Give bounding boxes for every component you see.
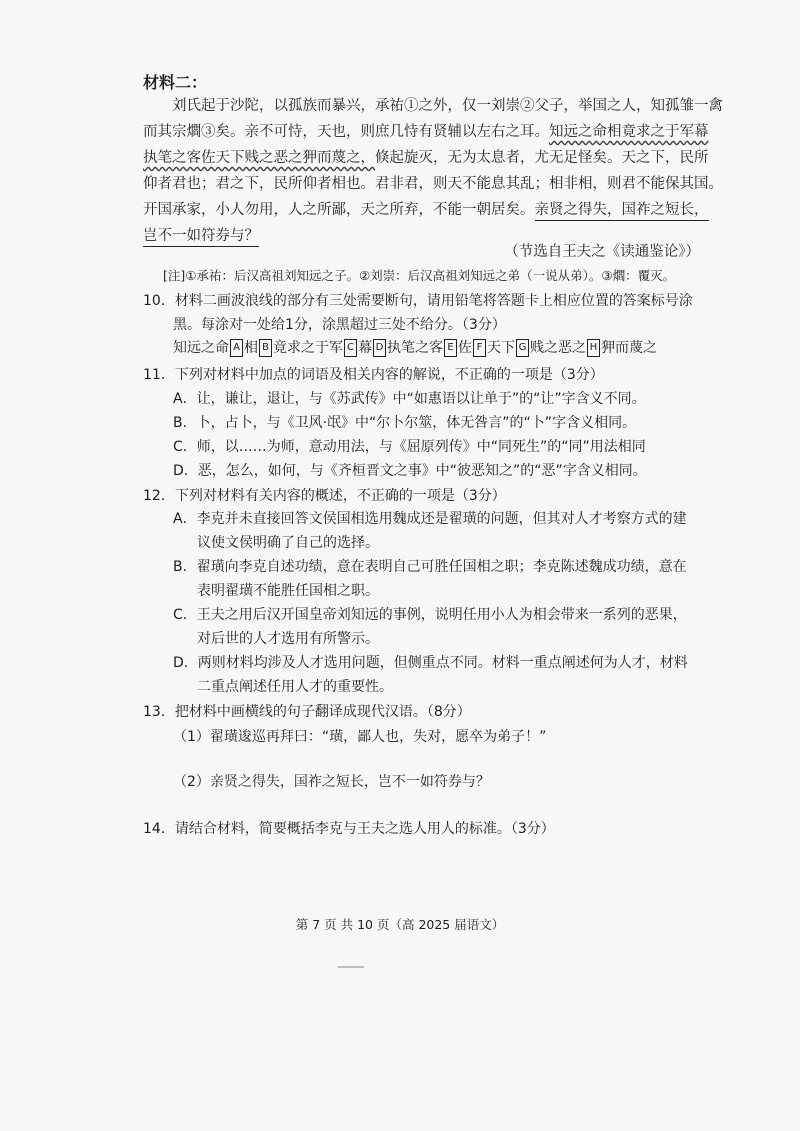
answer-mark-B[interactable]: B (259, 339, 272, 357)
source-citation: （节选自王夫之《读通鉴论》） (504, 244, 700, 260)
question-12-option-a: A．李克并未直接回答文侯国相选用魏成还是翟璜的问题，但其对人才考察方式的建 (173, 511, 687, 527)
segment: 天下 (487, 340, 515, 356)
question-13-sentence-1: （1）翟璜逡巡再拜曰：“璜，鄙人也，失对，愿卒为弟子！” (173, 729, 547, 745)
material-two-heading: 材料二： (143, 73, 208, 92)
question-12-option-c-cont: 对后世的人才选用有所警示。 (197, 631, 379, 647)
question-12-option-a-cont: 议使文侯明确了自己的选择。 (197, 535, 379, 551)
question-12-option-c: C．王夫之用后汉开国皇帝刘知远的事例，说明任用小人为相会带来一系列的恶果， (173, 607, 687, 623)
segment: 狎而蔑之 (601, 340, 657, 356)
answer-mark-F[interactable]: F (473, 339, 486, 357)
question-11-option-a: A．让，谦让，退让，与《苏武传》中“如惠语以让单于”的“让”字含义不同。 (173, 391, 646, 407)
page-footer: 第 7 页 共 10 页（高 2025 届语文） (295, 917, 505, 932)
material-line-1: 刘氏起于沙陀，以孤族而暴兴，承祐①之外，仅一刘崇②父子，举国之人，知孤雏一禽 (172, 98, 723, 114)
underlined-sentence-2: 岂不一如符券与？ (143, 228, 259, 247)
answer-mark-C[interactable]: C (344, 339, 357, 357)
segment: 幕 (358, 340, 372, 356)
segment: 贱之恶之 (530, 340, 586, 356)
segment: 竟求之于军 (273, 340, 343, 356)
answer-mark-D[interactable]: D (373, 339, 386, 357)
punctuation-line (173, 337, 657, 357)
question-11-option-d: D．恶，怎么，如何，与《齐桓晋文之事》中“彼恶知之”的“恶”字含义相同。 (173, 463, 647, 479)
material-line-3 (143, 145, 709, 171)
segment: 佐 (458, 340, 472, 356)
underlined-sentence-1: 亲贤之得失，国祚之短长， (535, 202, 709, 221)
answer-mark-E[interactable]: E (444, 339, 457, 357)
material-line-5a: 开国承家，小人勿用，人之所鄙，天之所弃，不能一朝居矣。 (143, 202, 535, 218)
material-two-text (143, 93, 723, 249)
question-11-option-c: C．师，以……为师，意动用法，与《屈原列传》中“同死生”的“同”用法相同 (173, 439, 646, 455)
segment: 知远之命 (173, 340, 229, 356)
question-11-option-b: B．卜，占卜，与《卫风·氓》中“尔卜尔筮，体无咎言”的“卜”字含义相同。 (173, 415, 637, 431)
wavy-segment-2: 执笔之客佐天下贱之恶之狎而蔑之， (143, 150, 375, 166)
question-10-stem-2: 黑。每涂对一处给1分，涂黑超过三处不给分。（3分） (173, 317, 506, 333)
material-line-5 (143, 197, 709, 223)
question-12-option-b-cont: 表明翟璜不能胜任国相之职。 (197, 583, 379, 599)
scan-mark (338, 966, 364, 968)
answer-mark-H[interactable]: H (587, 339, 600, 357)
question-10-stem: 10．材料二画波浪线的部分有三处需要断句，请用铅笔将答题卡上相应位置的答案标号涂 (143, 293, 693, 309)
question-13-stem: 13．把材料中画横线的句子翻译成现代汉语。（8分） (143, 704, 471, 720)
question-12-stem: 12．下列对材料有关内容的概述，不正确的一项是（3分） (143, 488, 506, 504)
question-12-option-d: D．两则材料均涉及人才选用问题，但侧重点不同。材料一重点阐述何为人才，材料 (173, 655, 688, 671)
wavy-segment-1: 知远之命相竟求之于军幕 (549, 124, 709, 140)
footnote: [注]①承祐：后汉高祖刘知远之子。②刘崇：后汉高祖刘知远之弟（一说从弟）。③爓：覆灭。 (163, 268, 676, 283)
question-14-stem: 14．请结合材料，简要概括李克与王夫之选人用人的标准。（3分） (143, 821, 555, 837)
material-line-2a: 而其宗爓③矣。亲不可恃，天也，则庶几恃有贤辅以左右之耳。 (143, 124, 549, 140)
material-line-2 (143, 119, 709, 145)
material-line-3b: 倏起旋灭，无为太息者，尤无足怪矣。天之下，民所 (375, 150, 709, 166)
answer-mark-G[interactable]: G (516, 339, 529, 357)
question-13-sentence-2: （2）亲贤之得失，国祚之短长，岂不一如符券与？ (173, 774, 490, 790)
segment: 执笔之客 (387, 340, 443, 356)
segment: 相 (244, 340, 258, 356)
question-12-option-b: B．翟璜向李克自述功绩，意在表明自己可胜任国相之职；李克陈述魏成功绩，意在 (173, 559, 687, 575)
question-11-stem: 11．下列对材料中加点的词语及相关内容的解说，不正确的一项是（3分） (143, 367, 604, 383)
question-12-option-d-cont: 二重点阐述任用人才的重要性。 (197, 679, 393, 695)
answer-mark-A[interactable]: A (230, 339, 243, 357)
material-line-4: 仰者君也；君之下，民所仰者相也。君非君，则天不能息其乱；相非相，则君不能保其国。 (143, 176, 723, 192)
